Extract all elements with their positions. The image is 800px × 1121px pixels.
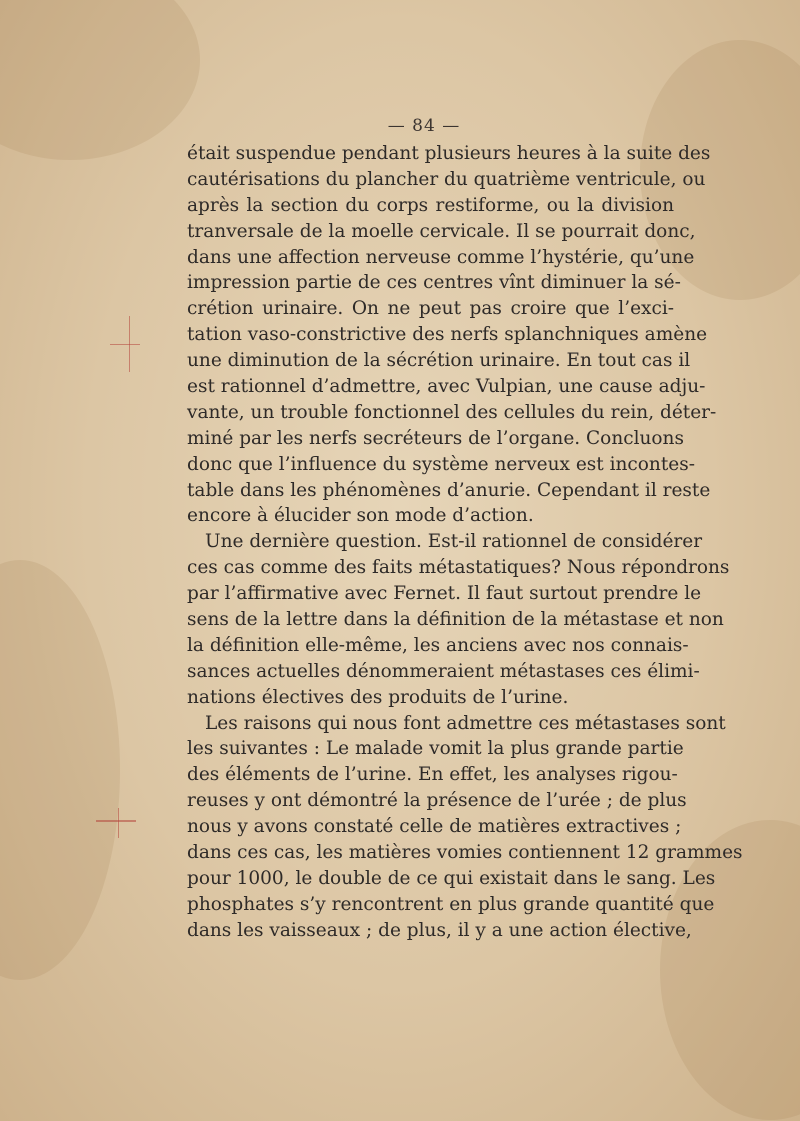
paper-stain: [0, 0, 200, 160]
text-line: par l’affirmative avec Fernet. Il faut surtout prendre le: [187, 583, 702, 605]
text-line: cautérisations du plancher du quatrième ventricule, ou: [187, 168, 706, 190]
paragraph-1: [187, 141, 717, 529]
text-line: crétion urinaire. On ne peut pas croire que l’exci-: [187, 298, 674, 320]
text-line: table dans les phénomènes d’anurie. Cependant il reste: [187, 479, 711, 501]
paper-stain: [0, 560, 120, 980]
text-line: pour 1000, le double de ce qui existait dans le sang. Les: [187, 867, 716, 889]
text-line: reuses y ont démontré la présence de l’urée ; de plus: [187, 790, 687, 812]
text-line: dans les vaisseaux ; de plus, il y a une action élective,: [187, 919, 692, 941]
text-line: tation vaso-constrictive des nerfs splanchniques amène: [187, 324, 708, 346]
text-line: ces cas comme des faits métastatiques? Nous répondrons: [187, 557, 730, 579]
margin-mark: [118, 808, 119, 838]
paragraph-2: [187, 529, 730, 710]
text-line: encore à élucider son mode d’action.: [187, 505, 534, 527]
text-line: dans une affection nerveuse comme l’hystérie, qu’une: [187, 246, 695, 268]
text-line: phosphates s’y rencontrent en plus grande quantité que: [187, 893, 715, 915]
text-line: vante, un trouble fonctionnel des cellules du rein, déter-: [187, 401, 717, 423]
page-number: — 84 —: [387, 116, 461, 136]
paper-stain: [660, 820, 800, 1120]
text-line: nous y avons constaté celle de matières extractives ;: [187, 816, 682, 838]
text-line: les suivantes : Le malade vomit la plus grande partie: [187, 738, 684, 760]
text-line: Une dernière question. Est-il rationnel de considérer: [205, 531, 703, 553]
margin-mark: [110, 344, 140, 345]
text-line: miné par les nerfs secréteurs de l’organe. Concluons: [187, 427, 684, 449]
text-line: sens de la lettre dans la définition de la métastase et non: [187, 609, 724, 631]
text-line: Les raisons qui nous font admettre ces métastases sont: [205, 712, 726, 734]
paragraph-3: [187, 711, 743, 944]
text-line: donc que l’influence du système nerveux est incontes-: [187, 453, 695, 475]
text-line: dans ces cas, les matières vomies contiennent 12 grammes: [187, 842, 743, 864]
text-line: la définition elle-même, les anciens avec nos connais-: [187, 634, 689, 656]
text-line: est rationnel d’admettre, avec Vulpian, une cause adju-: [187, 376, 706, 398]
text-line: tranversale de la moelle cervicale. Il se pourrait donc,: [187, 220, 696, 242]
text-line: impression partie de ces centres vînt diminuer la sé-: [187, 272, 681, 294]
text-line: des éléments de l’urine. En effet, les analyses rigou-: [187, 764, 678, 786]
text-line: était suspendue pendant plusieurs heures à la suite des: [187, 143, 711, 164]
text-line: après la section du corps restiforme, ou la division: [187, 194, 674, 216]
text-line: une diminution de la sécrétion urinaire. En tout cas il: [187, 350, 691, 372]
text-line: sances actuelles dénommeraient métastases ces élimi-: [187, 660, 700, 682]
text-line: nations électives des produits de l’urine.: [187, 686, 569, 708]
body-text: [187, 141, 743, 944]
margin-mark: [96, 820, 136, 822]
